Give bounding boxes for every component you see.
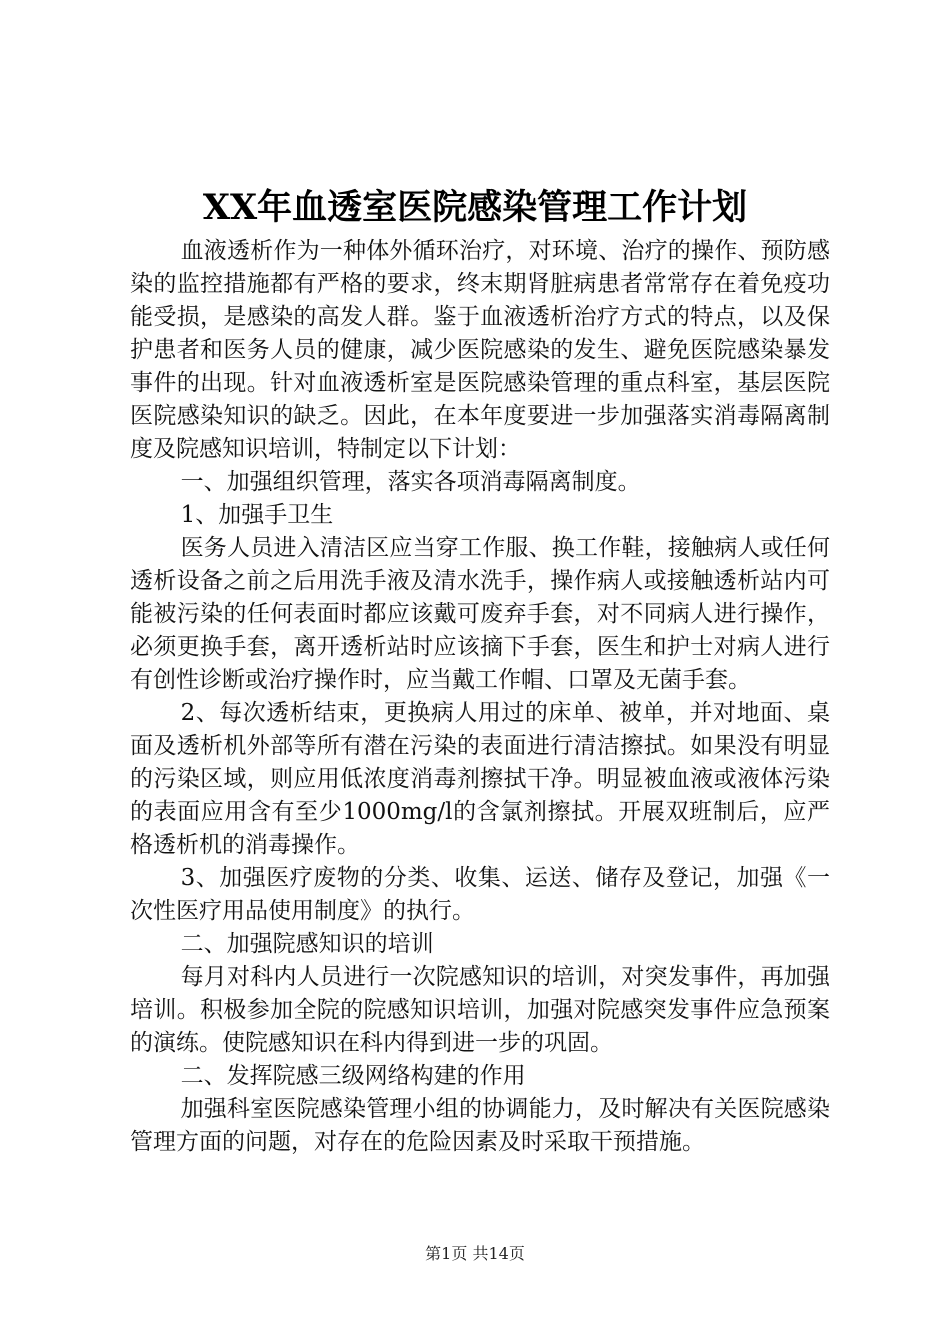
intro-paragraph: 血液透析作为一种体外循环治疗，对环境、治疗的操作、预防感染的监控措施都有严格的要求，终末期肾脏病患者常常存在着免疫功能受损，是感染的高发人群。鉴于血液透析治疗方式的特点，以及保护患者和医务人员的健康，减少医院感染的发生、避免医院感染暴发事件的出现。针对血液透析室是医院感染管理的重点科室，基层医院医院感染知识的缺乏。因此，在本年度要进一步加强落实消毒隔离制度及院感知识培训，特制定以下计划： [130,238,830,462]
page-number: 第1页 [425,1244,468,1263]
document-title: XX年血透室医院感染管理工作计划 [202,187,748,228]
subsection-heading-hand-hygiene: 1、加强手卫生 [180,502,334,528]
medical-waste-paragraph: 3、加强医疗废物的分类、收集、运送、储存及登记，加强《一次性医疗用品使用制度》的执行。 [130,865,830,924]
section-heading-2: 二、加强院感知识的培训 [180,931,434,957]
document-body [130,235,830,1159]
section-heading-1: 一、加强组织管理，落实各项消毒隔离制度。 [180,469,641,495]
cleaning-paragraph: 2、每次透析结束，更换病人用过的床单、被单，并对地面、桌面及透析机外部等所有潜在污染的表面进行清洁擦拭。如果没有明显的污染区域，则应用低浓度消毒剂擦拭干净。明显被血液或液体污染的表面应用含有至少1000mg/l的含氯剂擦拭。开展双班制后，应严格透析机的消毒操作。 [130,700,830,858]
page-footer [0,1242,950,1266]
network-paragraph: 加强科室医院感染管理小组的协调能力，及时解决有关医院感染管理方面的问题，对存在的危险因素及时采取干预措施。 [130,1096,830,1155]
training-paragraph: 每月对科内人员进行一次院感知识的培训，对突发事件，再加强培训。积极参加全院的院感知识培训，加强对院感突发事件应急预案的演练。使院感知识在科内得到进一步的巩固。 [130,964,830,1056]
section-heading-3: 二、发挥院感三级网络构建的作用 [180,1063,526,1089]
page-total: 共14页 [472,1244,525,1263]
hand-hygiene-paragraph: 医务人员进入清洁区应当穿工作服、换工作鞋，接触病人或任何透析设备之前之后用洗手液及清水洗手，操作病人或接触透析站内可能被污染的任何表面时都应该戴可废弃手套，对不同病人进行操作，必须更换手套，离开透析站时应该摘下手套，医生和护士对病人进行有创性诊断或治疗操作时，应当戴工作帽、口罩及无菌手套。 [130,535,830,693]
